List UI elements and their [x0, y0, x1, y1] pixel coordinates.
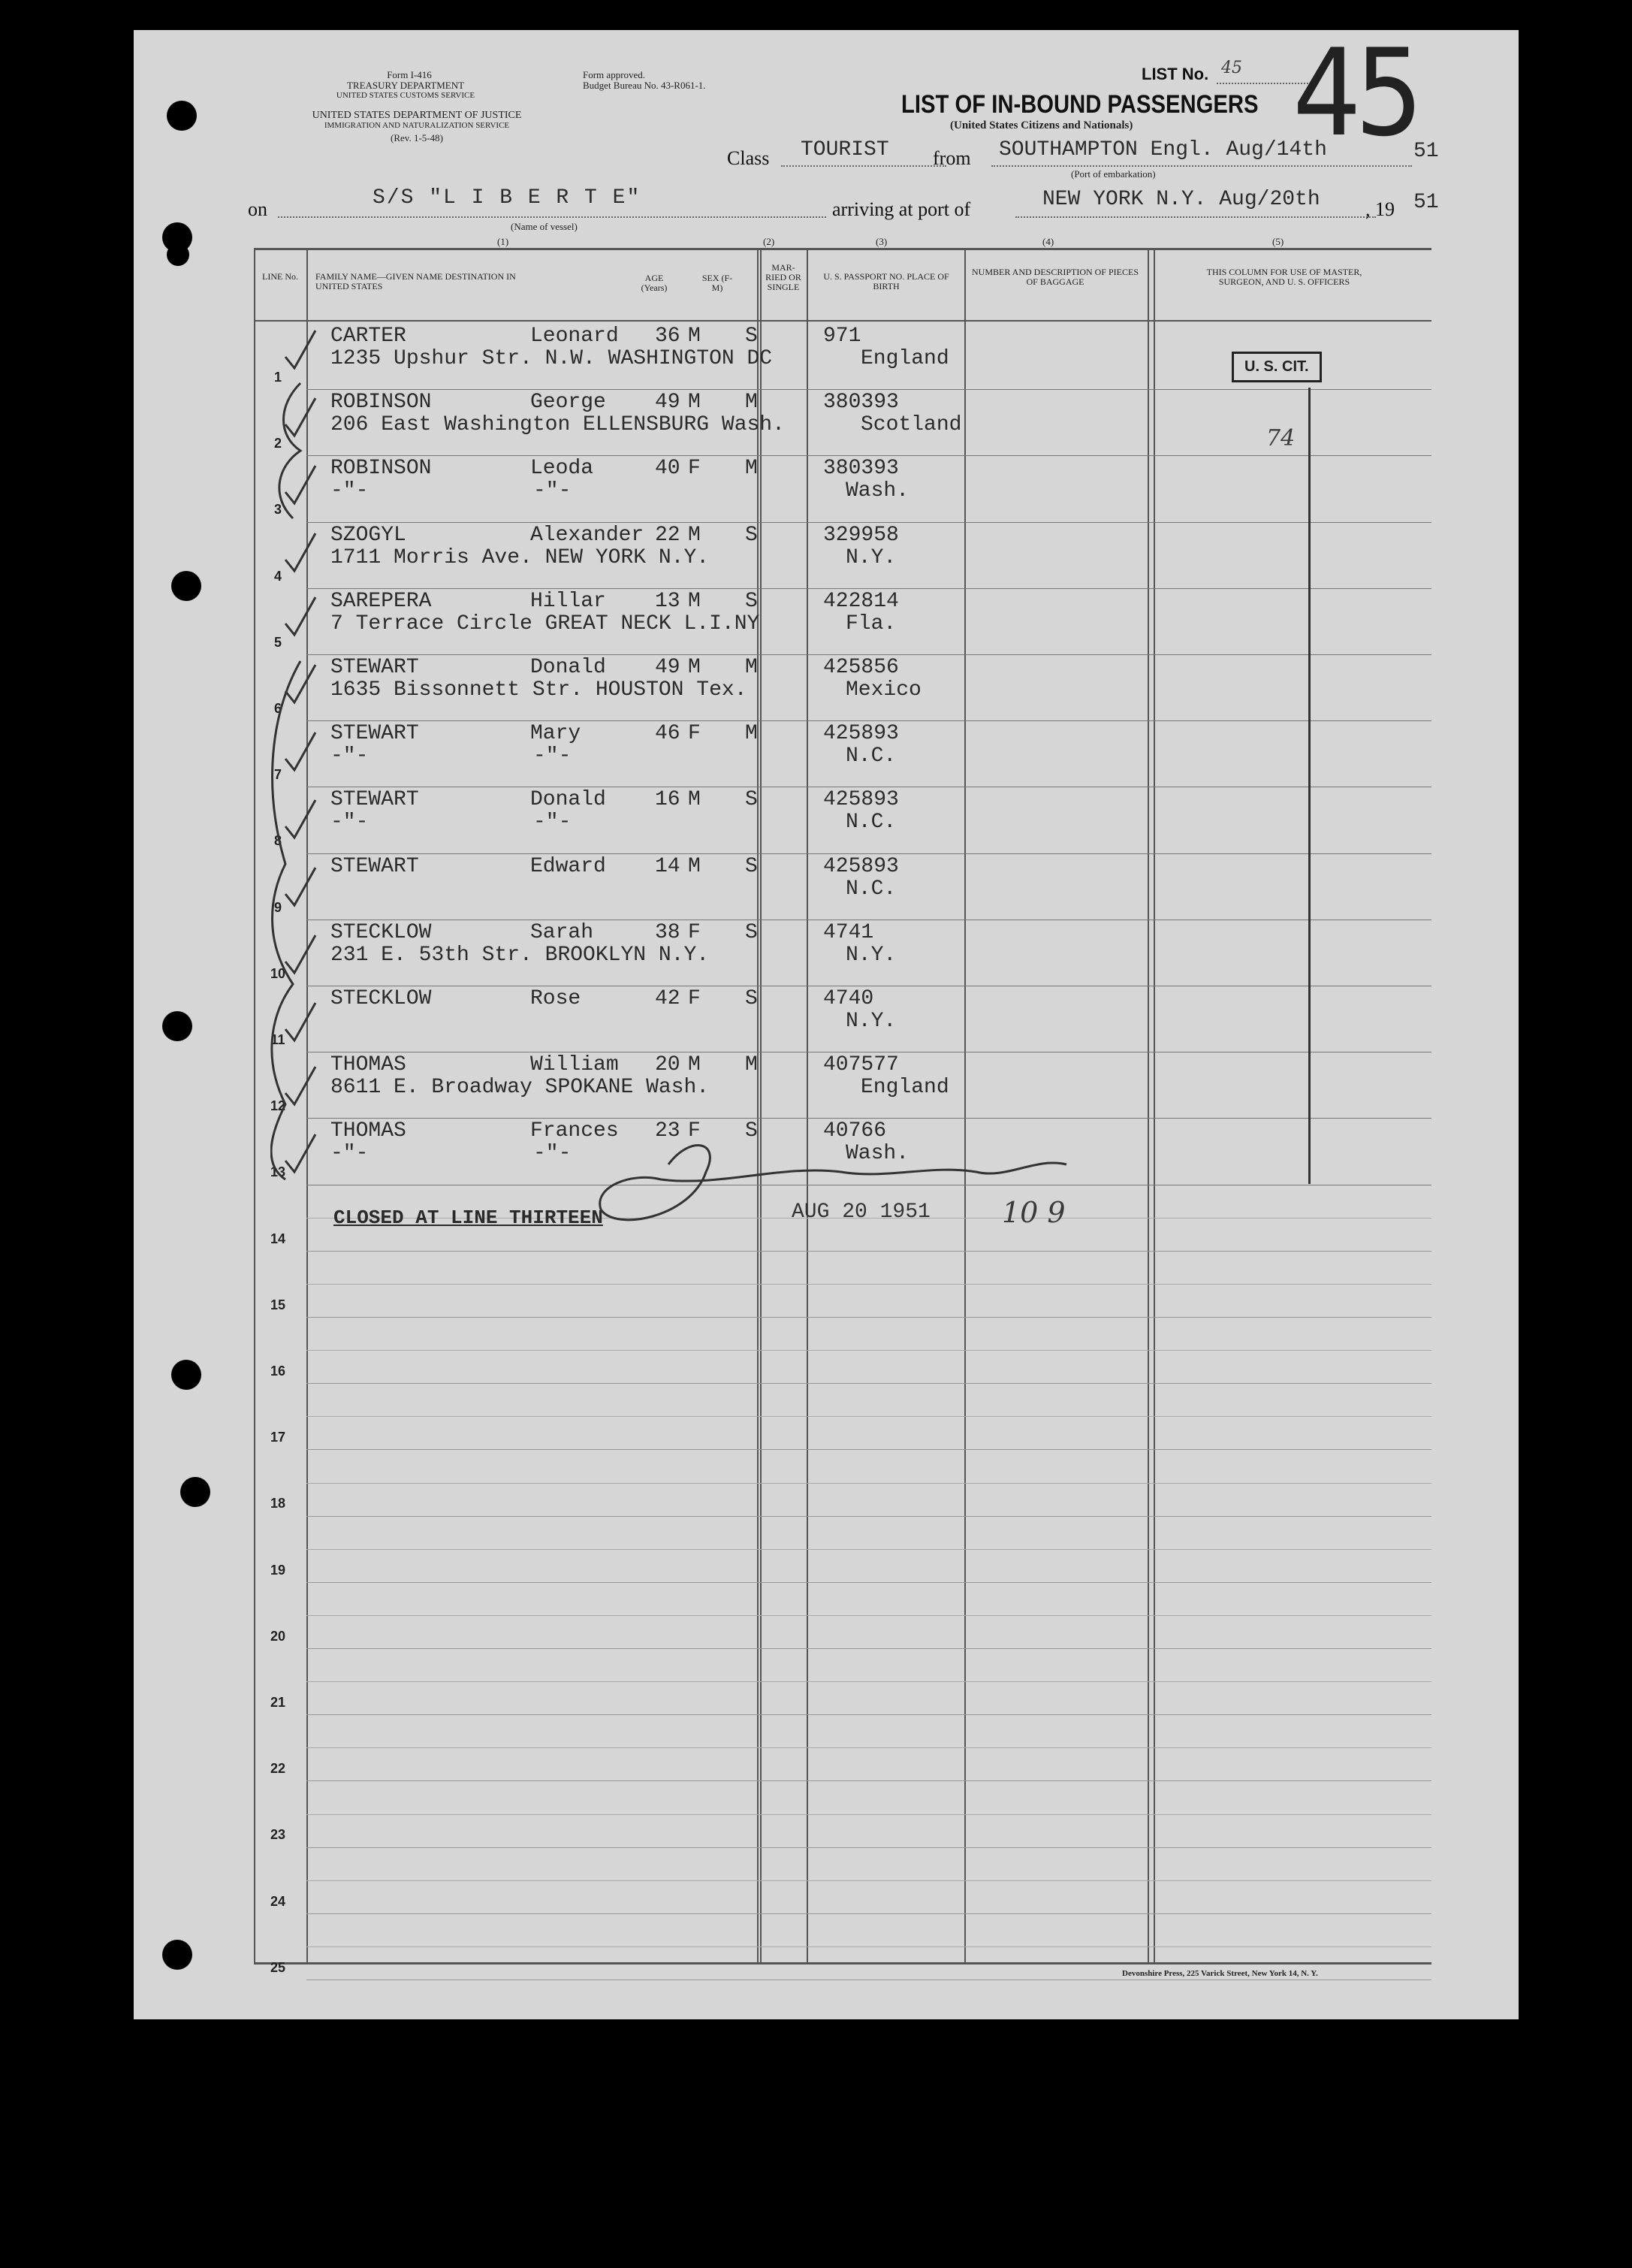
header-age: AGE (Years)	[641, 273, 668, 293]
place-of-birth: N.Y.	[846, 1010, 897, 1033]
form-number: Form I-416	[387, 69, 432, 80]
place-of-birth: Fla.	[846, 612, 897, 636]
passport-number: 380393	[823, 391, 899, 415]
given-name: Edward	[530, 854, 606, 878]
checkmark-icon	[285, 466, 315, 503]
checkmark-icon	[285, 1134, 315, 1172]
given-name: William	[530, 1053, 619, 1077]
destination-ditto: -"-	[533, 1142, 572, 1166]
list-no-value: 45	[1221, 59, 1242, 77]
age: 46	[655, 722, 680, 746]
passport-number: 4740	[823, 987, 874, 1010]
passport-number: 971	[823, 325, 861, 348]
line-number: 24	[270, 1893, 286, 1909]
place-of-birth: England	[861, 1076, 949, 1100]
marital-status: S	[745, 523, 758, 547]
destination: 1235 Upshur Str. N.W. WASHINGTON DC	[330, 347, 773, 370]
header-officers: THIS COLUMN FOR USE OF MASTER, SURGEON, AND U. S. OFFICERS	[1206, 267, 1362, 287]
line-number: 16	[270, 1364, 286, 1379]
closed-at-line-text: CLOSED AT LINE THIRTEEN	[333, 1206, 603, 1229]
sex: F	[688, 920, 701, 944]
line-number: 15	[270, 1297, 286, 1312]
row-divider	[306, 1880, 1431, 1881]
bleed-through	[270, 1427, 1427, 1653]
sex: F	[688, 1119, 701, 1143]
destination: -"-	[330, 479, 369, 503]
line-number: 4	[273, 568, 282, 584]
given-name: Frances	[530, 1119, 619, 1143]
row-divider	[306, 1780, 1431, 1781]
destination: 8611 E. Broadway SPOKANE Wash.	[330, 1076, 710, 1100]
line-number: 9	[273, 899, 282, 915]
family-name: CARTER	[330, 325, 406, 348]
passport-number: 329958	[823, 523, 899, 547]
on-label: on	[248, 198, 267, 220]
line-number: 22	[270, 1761, 286, 1777]
line-number: 1	[273, 370, 282, 385]
row-divider	[306, 1416, 1431, 1417]
officer-note: 74	[1266, 425, 1296, 451]
given-name: Hillar	[530, 589, 606, 613]
header-passport: U. S. PASSPORT NO. PLACE OF BIRTH	[823, 271, 949, 291]
family-name: THOMAS	[330, 1053, 406, 1077]
place-of-birth: N.C.	[846, 877, 897, 901]
treasury-dept: TREASURY DEPARTMENT	[346, 80, 465, 91]
row-divider	[306, 1681, 1431, 1682]
line-number: 8	[273, 833, 282, 849]
arriving-value: NEW YORK N.Y. Aug/20th	[1042, 188, 1320, 211]
place-of-birth: N.Y.	[846, 545, 897, 569]
checkmark-icon	[285, 398, 315, 436]
checkmark-icon	[285, 597, 315, 635]
row-divider	[306, 1317, 1431, 1318]
age: 13	[655, 589, 680, 613]
family-name: STECKLOW	[330, 987, 432, 1010]
arriving-label: arriving at port of	[832, 198, 971, 220]
table-header-border	[254, 320, 1431, 322]
binder-hole	[167, 101, 197, 131]
passport-number: 380393	[823, 457, 899, 481]
place-of-birth: N.Y.	[846, 943, 897, 967]
family-name: ROBINSON	[330, 457, 432, 481]
class-label: Class	[727, 147, 770, 169]
given-name: George	[530, 391, 606, 415]
line-number: 21	[270, 1695, 286, 1710]
marital-status: M	[745, 391, 758, 415]
family-name: STEWART	[330, 854, 419, 878]
line-number: 12	[270, 1098, 286, 1114]
row-divider	[306, 1350, 1431, 1351]
given-name: Donald	[530, 788, 606, 812]
passport-number: 425856	[823, 656, 899, 679]
given-name: Leoda	[530, 457, 594, 481]
row-divider	[306, 1814, 1431, 1815]
date-stamp: AUG 20 1951	[792, 1200, 931, 1224]
family-name: SAREPERA	[330, 589, 432, 613]
marital-status: S	[745, 987, 758, 1010]
line-number: 7	[273, 767, 282, 783]
vessel-name: S/S "L I B E R T E"	[373, 186, 641, 210]
passport-number: 422814	[823, 589, 899, 613]
col-num-5: (5)	[1272, 236, 1284, 247]
destination-ditto: -"-	[533, 744, 572, 769]
destination: -"-	[330, 744, 369, 769]
from-value: SOUTHAMPTON Engl. Aug/14th	[999, 138, 1327, 162]
age: 14	[655, 854, 680, 878]
destination: 231 E. 53th Str. BROOKLYN N.Y.	[330, 943, 710, 967]
line-number: 5	[273, 634, 282, 650]
marital-status: S	[745, 854, 758, 878]
row-divider	[306, 1714, 1431, 1715]
family-name: STEWART	[330, 656, 419, 679]
header-baggage: NUMBER AND DESCRIPTION OF PIECES OF BAGGAGE	[971, 267, 1139, 287]
line-number: 25	[270, 1959, 286, 1975]
line-number: 17	[270, 1430, 286, 1445]
given-name: Alexander	[530, 523, 644, 547]
family-name: STECKLOW	[330, 920, 432, 944]
checkmark-icon	[285, 533, 315, 571]
col-num-2: (2)	[763, 236, 775, 247]
page-subtitle: (United States Citizens and Nationals)	[950, 119, 1133, 131]
line-number: 23	[270, 1827, 286, 1843]
col-num-3: (3)	[876, 236, 888, 247]
page-title: LIST OF IN-BOUND PASSENGERS	[901, 90, 1259, 119]
dept-justice: UNITED STATES DEPARTMENT OF JUSTICE	[312, 110, 522, 121]
form-revision: (Rev. 1-5-48)	[391, 132, 443, 143]
marital-status: S	[745, 1119, 758, 1143]
officer-pen-line	[1308, 388, 1311, 1184]
row-divider	[306, 1383, 1431, 1384]
marital-status: M	[745, 1053, 758, 1077]
line-number: 2	[273, 436, 282, 451]
row-divider	[306, 1747, 1431, 1748]
col-num-1: (1)	[497, 236, 509, 247]
place-of-birth: N.C.	[846, 744, 897, 769]
passport-number: 40766	[823, 1119, 887, 1143]
age: 42	[655, 987, 680, 1010]
age: 23	[655, 1119, 680, 1143]
us-citizen-stamp: U. S. CIT.	[1232, 352, 1322, 382]
handwritten-marks	[270, 323, 1112, 1247]
printer-footer: Devonshire Press, 225 Varick Street, New York 14, N. Y.	[1122, 1969, 1318, 1978]
marital-status: M	[745, 457, 758, 481]
table-bottom-border	[254, 1962, 1431, 1964]
list-no-label: LIST No.	[1142, 65, 1209, 83]
destination: 206 East Washington ELLENSBURG Wash.	[330, 413, 785, 437]
given-name: Sarah	[530, 920, 594, 944]
checkmark-icon	[285, 868, 315, 905]
line-number: 3	[273, 502, 282, 518]
sex: M	[688, 656, 701, 679]
header-name: FAMILY NAME—GIVEN NAME DESTINATION IN UNITED STATES	[315, 271, 516, 291]
age: 38	[655, 920, 680, 944]
embark-caption: (Port of embarkation)	[1071, 168, 1156, 180]
binder-hole	[162, 1011, 192, 1041]
place-of-birth: Scotland	[861, 413, 962, 437]
line-number: 14	[270, 1231, 286, 1246]
age: 40	[655, 457, 680, 481]
from-label: from	[933, 147, 971, 169]
sex: M	[688, 788, 701, 812]
sex: F	[688, 987, 701, 1010]
checkmark-icon	[285, 800, 315, 838]
binder-hole	[171, 1360, 201, 1390]
binder-hole	[171, 571, 201, 601]
sex: F	[688, 457, 701, 481]
given-name: Mary	[530, 722, 581, 746]
table-top-border	[254, 248, 1431, 250]
place-of-birth: Wash.	[846, 479, 910, 503]
sex: M	[688, 523, 701, 547]
destination-ditto: -"-	[533, 811, 572, 835]
binder-hole	[180, 1477, 210, 1507]
given-name: Rose	[530, 987, 581, 1010]
family-name: STEWART	[330, 722, 419, 746]
marital-status: S	[745, 325, 758, 348]
line-number: 13	[270, 1164, 286, 1180]
header-line-no: LINE No.	[262, 271, 298, 282]
place-of-birth: Wash.	[846, 1142, 910, 1166]
marital-status: M	[745, 656, 758, 679]
given-name: Donald	[530, 656, 606, 679]
arriving-year-prefix: , 19	[1365, 198, 1395, 220]
binder-hole	[162, 1940, 192, 1970]
class-value: TOURIST	[801, 138, 889, 162]
from-year: 51	[1413, 140, 1439, 163]
arriving-year: 51	[1413, 191, 1439, 214]
age: 22	[655, 523, 680, 547]
table-left-border	[254, 248, 255, 1962]
customs-service: UNITED STATES CUSTOMS SERVICE	[336, 91, 475, 100]
row-divider	[306, 1847, 1431, 1848]
signature	[600, 1146, 1066, 1220]
line-number: 19	[270, 1562, 286, 1578]
line-number: 18	[270, 1496, 286, 1511]
destination: 1635 Bissonnett Str. HOUSTON Tex.	[330, 678, 747, 702]
place-of-birth: N.C.	[846, 811, 897, 835]
binder-hole	[167, 243, 189, 266]
row-divider	[306, 1251, 1431, 1252]
budget-bureau: Budget Bureau No. 43-R061-1.	[583, 80, 706, 91]
checkmark-icon	[285, 1003, 315, 1040]
sex: M	[688, 1053, 701, 1077]
destination: -"-	[330, 811, 369, 835]
checkmark-icon	[285, 1067, 315, 1104]
age: 49	[655, 391, 680, 415]
ins-service: IMMIGRATION AND NATURALIZATION SERVICE	[324, 121, 510, 130]
line-number: 20	[270, 1628, 286, 1644]
list-no-large: 45	[1293, 23, 1417, 163]
sex: M	[688, 854, 701, 878]
age: 49	[655, 656, 680, 679]
row-divider	[306, 1946, 1431, 1947]
age: 20	[655, 1053, 680, 1077]
destination: -"-	[330, 1142, 369, 1166]
form-approved: Form approved.	[583, 69, 646, 80]
line-number: 11	[270, 1032, 285, 1047]
given-name: Leonard	[530, 325, 619, 348]
marital-status: S	[745, 788, 758, 812]
place-of-birth: Mexico	[846, 678, 922, 702]
place-of-birth: England	[861, 347, 949, 370]
passport-number: 425893	[823, 788, 899, 812]
family-name: SZOGYL	[330, 523, 406, 547]
header-married: MAR-RIED OR SINGLE	[765, 262, 801, 292]
destination: 7 Terrace Circle GREAT NECK L.I.NY	[330, 612, 760, 636]
col-num-4: (4)	[1042, 236, 1054, 247]
age: 16	[655, 788, 680, 812]
vessel-caption: (Name of vessel)	[511, 221, 578, 232]
checkmark-icon	[285, 935, 315, 973]
sex: M	[688, 589, 701, 613]
passport-number: 425893	[823, 722, 899, 746]
checkmark-icon	[285, 732, 315, 770]
destination: 1711 Morris Ave. NEW YORK N.Y.	[330, 545, 710, 569]
header-sex: SEX (F-M)	[701, 273, 733, 293]
passport-number: 4741	[823, 920, 874, 944]
destination-ditto: -"-	[533, 479, 572, 503]
row-divider	[306, 1284, 1431, 1285]
checkmark-icon	[285, 331, 315, 368]
passport-number: 407577	[823, 1053, 899, 1077]
marital-status: S	[745, 589, 758, 613]
sex: F	[688, 722, 701, 746]
sex: M	[688, 391, 701, 415]
family-name: ROBINSON	[330, 391, 432, 415]
line-number: 6	[273, 701, 282, 716]
marital-status: S	[745, 920, 758, 944]
family-name: STEWART	[330, 788, 419, 812]
family-name: THOMAS	[330, 1119, 406, 1143]
marital-status: M	[745, 722, 758, 746]
passport-number: 425893	[823, 854, 899, 878]
count-note: 10 9	[1002, 1196, 1066, 1229]
row-divider	[306, 1913, 1431, 1914]
line-number: 10	[270, 965, 286, 981]
age: 36	[655, 325, 680, 348]
sex: M	[688, 325, 701, 348]
